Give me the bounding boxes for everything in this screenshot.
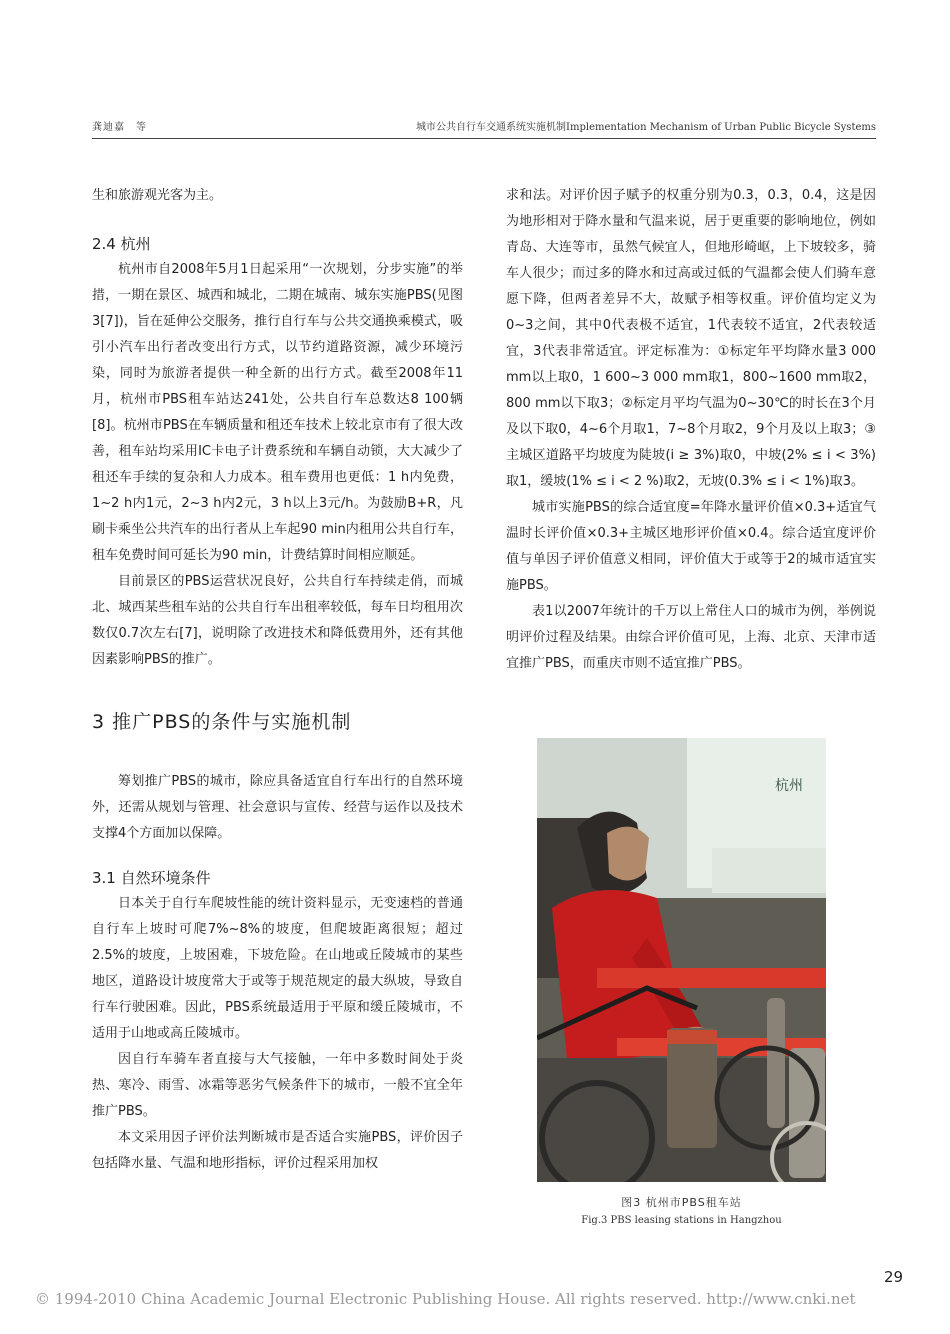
page-number: 29 xyxy=(884,1268,904,1286)
paragraph-weights: 求和法。对评价因子赋予的权重分别为0.3，0.3，0.4，这是因为地形相对于降水量和气温来说，居于更重要的影响地位，例如青岛、大连等市，虽然气候宜人，但地形崎岖，上下坡较多，骑车人很少；而过多的降水和过高或过低的气温都会使人们骑车意愿下降，但两者差异不大，故赋予相等权重。评价值均定义为0~3之间，其中0代表极不适宜，1代表较不适宜，2代表较适宜，3代表非常适宜。评定标准为：①标定年平均降水量3 000 mm以上取0，1 600~3 000 mm取1，800~1600 mm取2，800 mm以下取3；②标定月平均气温为0~30℃的时长在3个月及以下取0，4~6个月取1，7~8个月取2，9个月及以上取3；③主城区道路平均坡度为陡坡(i ≥ 3%)取0，中坡(2% ≤ i < 3%)取1，缓坡(1% ≤ i < 2 %)取2，无坡(0.3% ≤ i < 1%)取3。 xyxy=(506,188,876,489)
section-heading-3-1: 3.1 自然环境条件 xyxy=(92,869,211,887)
running-header-authors: 龚迪嘉 等 xyxy=(92,122,147,133)
paragraph-slope: 日本关于自行车爬坡性能的统计资料显示，无变速档的普通自行车上坡时可爬7%~8%的坡度，但爬坡距离很短；超过2.5%的坡度，上坡困难，下坡危险。在山地或丘陵城市的某些地区，道路设计坡度常大于或等于规范规定的最大纵坡，导致自行车行驶困难。因此，PBS系统最适用于平原和缓丘陵城市，不适用于山地或高丘陵城市。 xyxy=(92,896,463,1041)
paragraph-hangzhou-1: 杭州市自2008年5月1日起采用“一次规划，分步实施”的举措，一期在景区、城西和城北，二期在城南、城东实施PBS(见图3[7])，旨在延伸公交服务，推行自行车与公共交通换乘模式，吸引小汽车出行者改变出行方式，以节约道路资源，减少环境污染，同时为旅游者提供一种全新的出行方式。截至2008年11月，杭州市PBS租车站达241处，公共自行车总数达8 100辆[8]。杭州市PBS在车辆质量和租还车技术上较北京市有了很大改善，租车站均采用IC卡电子计费系统和车辆自动锁，大大减少了租还车手续的复杂和人力成本。租车费用也更低：1 h内免费，1~2 h内1元，2~3 h内2元，3 h以上3元/h。为鼓励B+R，凡刷卡乘坐公共汽车的出行者从上车起90 min内租用公共自行车，租车免费时间可延长为90 min，计费结算时间相应顺延。 xyxy=(92,262,463,563)
paragraph-continuation: 生和旅游观光客为主。 xyxy=(92,188,223,203)
figure-caption-english: Fig.3 PBS leasing stations in Hangzhou xyxy=(581,1215,782,1226)
paragraph-table-example: 表1以2007年统计的千万以上常住人口的城市为例，举例说明评价过程及结果。由综合评价值可见，上海、北京、天津市适宜推广PBS，而重庆市则不适宜推广PBS。 xyxy=(506,604,876,671)
paragraph-section3-intro: 筹划推广PBS的城市，除应具备适宜自行车出行的自然环境外，还需从规划与管理、社会意识与宣传、经营与运作以及技术支撑4个方面加以保障。 xyxy=(92,774,463,841)
copyright-footer: © 1994-2010 China Academic Journal Electronic Publishing House. All rights reserved. http://www.cnki.net xyxy=(35,1290,856,1308)
photo-sign-text: 杭州 xyxy=(775,778,803,794)
right-column xyxy=(506,183,876,677)
paragraph-climate: 因自行车骑车者直接与大气接触，一年中多数时间处于炎热、寒冷、雨雪、冰霜等恶劣气候条件下的城市，一般不宜全年推广PBS。 xyxy=(92,1052,463,1119)
header-rule xyxy=(92,138,876,139)
figure-caption-chinese: 图3 杭州市PBS租车站 xyxy=(621,1196,742,1209)
paragraph-hangzhou-2: 目前景区的PBS运营状况良好，公共自行车持续走俏，而城北、城西某些租车站的公共自行车出租率较低，每车日均租用次数仅0.7次左右[7]，说明除了改进技术和降低费用外，还有其他因素影响PBS的推广。 xyxy=(92,574,463,667)
section-heading-2-4: 2.4 杭州 xyxy=(92,235,151,253)
paragraph-formula: 城市实施PBS的综合适宜度=年降水量评价值×0.3+适宜气温时长评价值×0.3+主城区地形评价值×0.4。综合适宜度评价值与单因子评价值意义相同，评价值大于或等于2的城市适宜实施PBS。 xyxy=(506,500,876,593)
left-column xyxy=(92,183,463,1177)
running-header-title: 城市公共自行车交通系统实施机制Implementation Mechanism of Urban Public Bicycle Systems xyxy=(416,122,876,133)
section-heading-3: 3 推广PBS的条件与实施机制 xyxy=(92,711,352,733)
paragraph-factor-method: 本文采用因子评价法判断城市是否适合实施PBS，评价因子包括降水量、气温和地形指标，评价过程采用加权 xyxy=(92,1130,463,1171)
figure-photo-bike-station xyxy=(537,738,826,1182)
